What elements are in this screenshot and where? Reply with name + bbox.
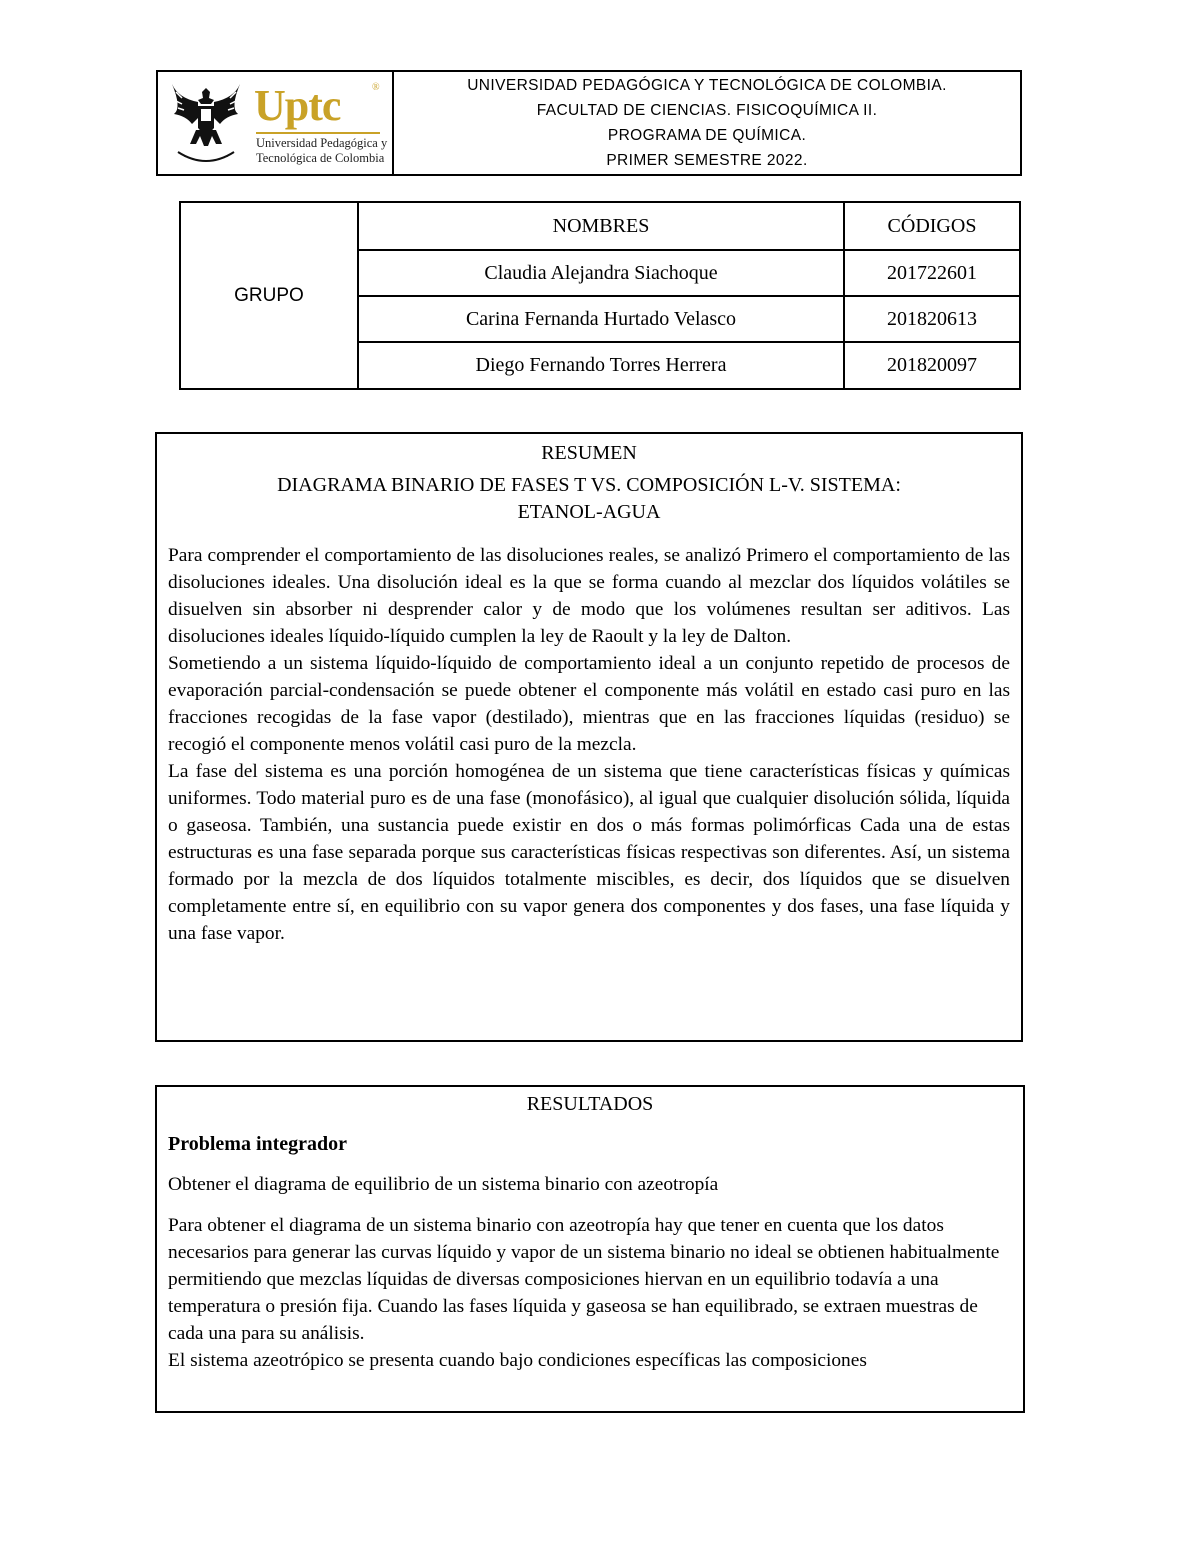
resumen-subtitle-line-1: DIAGRAMA BINARIO DE FASES T VS. COMPOSICIÓN L-V. SISTEMA: [277,474,901,496]
header-line-program: PROGRAMA DE QUÍMICA. [607,127,807,144]
member-code: 201820613 [844,296,1020,342]
header-title-block [394,72,1020,174]
eagle-crest-icon [168,78,244,172]
names-header: NOMBRES [358,202,844,250]
problem-heading: Problema integrador [168,1133,348,1155]
objective-text: Obtener el diagrama de equilibrio de un sistema binario con azeotropía [168,1174,719,1195]
resumen-section [155,432,1023,1042]
member-name: Carina Fernanda Hurtado Velasco [358,296,844,342]
group-members-table [179,201,1021,390]
logo-subtitle-line-2: Tecnológica de Colombia [256,151,385,165]
resumen-paragraph-3: La fase del sistema es una porción homogénea de un sistema que tiene características físicas y químicas uniformes. Todo material puro es de una fase (monofásico), al igual que cualquier disolución sólida, líquida o gaseosa. También, una sustancia puede existir en dos o más formas polimórficas Cada una de estas estructuras es una fase separada porque sus características físicas respectivas son diferentes. Así, un sistema formado por la mezcla de dos líquidos totalmente miscibles, es decir, dos líquidos que se disuelven completamente entre sí, en equilibrio con su vapor genera dos componentes y dos fases, una fase líquida y una fase vapor. [168,761,1010,944]
member-name: Diego Fernando Torres Herrera [358,342,844,389]
resultados-last-line: El sistema azeotrópico se presenta cuando bajo condiciones específicas las composiciones [168,1350,867,1371]
header-line-faculty: FACULTAD DE CIENCIAS. FISICOQUÍMICA II. [536,102,878,119]
codes-header: CÓDIGOS [844,202,1020,250]
resumen-paragraph-1: Para comprender el comportamiento de las disoluciones reales, se analizó Primero el comportamiento de las disoluciones ideales. Una disolución ideal es la que se forma cuando al mezclar dos líquidos volátiles se disuelven sin absorber ni desprender calor y de modo que los volúmenes resultan ser aditivos. Las disoluciones ideales líquido-líquido cumplen la ley de Raoult y la ley de Dalton. [168,545,1010,647]
resultados-section [155,1085,1025,1413]
logo-subtitle-line-1: Universidad Pedagógica y [256,136,388,150]
table-header-row [180,202,1020,250]
logo-subtitle [256,136,387,166]
resumen-title: RESUMEN [541,442,637,464]
header-line-university: UNIVERSIDAD PEDAGÓGICA Y TECNOLÓGICA DE COLOMBIA. [467,77,947,94]
resumen-subtitle-line-2: ETANOL-AGUA [517,501,661,523]
resultados-title: RESULTADOS [526,1093,654,1115]
registered-mark: ® [372,82,380,93]
logo-divider [256,132,380,134]
resultados-paragraph: Para obtener el diagrama de un sistema binario con azeotropía hay que tener en cuenta que los datos necesarios para generar las curvas líquido y vapor de un sistema binario no ideal se obtienen habitualmente permitiendo que mezclas líquidas de diversas composiciones hiervan en un equilibrio todavía a una temperatura o presión fija. Cuando las fases líquida y gaseosa se han equilibrado, se extraen muestras de cada una para su análisis. [168,1215,1000,1344]
university-logo [158,72,394,174]
header-line-semester: PRIMER SEMESTRE 2022. [606,152,808,169]
document-header [156,70,1022,176]
member-code: 201820097 [844,342,1020,389]
resumen-subtitle [168,472,1010,526]
logo-wordmark: Uptc [254,81,341,130]
resumen-paragraph-2: Sometiendo a un sistema líquido-líquido de comportamiento ideal a un conjunto repetido de procesos de evaporación parcial-condensación se puede obtener el componente más volátil en estado casi puro en las fracciones recogidas de la fase vapor (destilado), mientras que en las fracciones líquidas (residuo) se recogió el componente menos volátil casi puro de la mezcla. [168,653,1010,755]
member-name: Claudia Alejandra Siachoque [358,250,844,296]
group-label-cell: GRUPO [180,202,358,389]
member-code: 201722601 [844,250,1020,296]
